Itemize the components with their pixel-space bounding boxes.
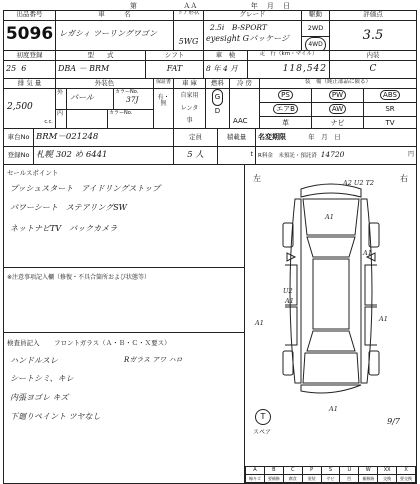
car-name-label: 車 名 — [56, 11, 173, 21]
capacity-value: 5 人 — [174, 147, 218, 165]
car-name-value: レガシィ ツーリングワゴン — [59, 29, 157, 38]
warranty-box — [154, 89, 174, 129]
score-box — [330, 11, 416, 51]
warranty-value: 有・無 — [157, 94, 170, 107]
door-value: 5WG — [178, 37, 199, 46]
equip-label-6: 革 — [282, 119, 289, 127]
tire-mark: T — [260, 412, 266, 421]
equip-box — [260, 89, 416, 129]
door-box — [174, 11, 204, 51]
row-main — [3, 10, 417, 51]
warranty-label: 保証書 — [154, 79, 174, 89]
load-label: 積載量 — [218, 129, 256, 147]
mark-rear: A1 — [329, 405, 338, 413]
equip-8 — [364, 117, 416, 129]
mark-front: A2 U2 T2 — [343, 179, 375, 187]
equip-5 — [364, 103, 416, 117]
int-label: 内 — [56, 110, 67, 129]
mark-hood: A1 — [325, 213, 334, 221]
notes-column — [4, 165, 245, 483]
legend-code-3: P — [303, 467, 322, 475]
glass-label: フロントガラス（Ａ・Ｂ・Ｃ・Ｘ要ス） — [54, 339, 171, 347]
row-reg-values — [3, 61, 417, 79]
plate-value: 札幌 302 め 6441 — [34, 147, 174, 165]
right-side — [361, 199, 372, 383]
ext-label: 外 — [56, 89, 67, 109]
grade-line1: 2.5i B-SPORT — [210, 23, 267, 32]
equip-7 — [312, 117, 364, 129]
mark-fender-r: A1 — [363, 249, 372, 257]
legend-desc-0: 線キズ — [246, 475, 265, 483]
drive-4wd-circled: 4WD — [305, 37, 325, 51]
notes-area — [4, 268, 244, 333]
legend-code-0: A — [246, 467, 265, 475]
model-label: 型 式 — [56, 51, 146, 61]
equip-6 — [260, 117, 312, 129]
spare-label: スペア — [253, 429, 272, 436]
equip-label-7: ナビ — [330, 119, 345, 127]
legend-code-4: S — [322, 467, 341, 475]
equip-label-0: PS — [278, 90, 293, 100]
roof — [313, 259, 349, 329]
displacement-label: 排 気 量 — [4, 79, 56, 89]
tire-circle — [255, 409, 271, 425]
first-reg-label: 初度登録 — [4, 51, 56, 61]
row-reg-labels — [3, 51, 417, 61]
sales-point-2: パワーシート ステアリングSW — [10, 203, 127, 212]
interior-label: 内装 — [330, 51, 416, 61]
equip-label-5: SR — [385, 105, 395, 113]
equip-label-8: TV — [385, 119, 395, 127]
mileage-value: 118,542 — [248, 61, 330, 79]
lot-number: 5096 — [5, 24, 54, 44]
row-spec-labels — [3, 79, 417, 89]
load-value: t — [218, 147, 256, 165]
grade-line2: eyesight Gパッケージ — [206, 33, 289, 43]
auction-sheet — [3, 2, 417, 481]
legend-grid — [245, 466, 416, 483]
legend-code-8: X — [397, 467, 416, 475]
diagram-right: 右 — [400, 174, 408, 183]
drive-2wd: 2WD — [302, 21, 329, 37]
equip-3 — [260, 103, 312, 117]
rear-glass — [307, 331, 355, 351]
legend-desc-1: 要補修 — [265, 475, 284, 483]
reg-month: 6 — [21, 64, 27, 73]
legend-desc-4: サビ — [322, 475, 341, 483]
chassis-label: 車台No — [4, 129, 34, 147]
mileage-label: 走 行（km・マイル） — [248, 51, 330, 61]
inspector-label: 検査員記入 — [7, 339, 40, 347]
displacement-value: 2,500 — [7, 102, 33, 112]
row-chassis — [3, 129, 417, 147]
shift-value: FAT — [146, 61, 204, 79]
legend-code-1: B — [265, 467, 284, 475]
mark-far-left: A1 — [255, 319, 264, 327]
sales-points-label: セールスポイント — [7, 169, 59, 177]
legend-desc-8: 要交換 — [397, 475, 416, 483]
diagram-left: 左 — [253, 174, 261, 183]
lot-box — [4, 11, 56, 51]
inspector-item-1: ハンドルスレ — [10, 356, 58, 365]
mark-left-a1: A1 — [285, 297, 294, 305]
ac-value: AAC — [233, 117, 248, 125]
drive-label: 駆動 — [302, 11, 329, 21]
equip-2 — [364, 89, 416, 103]
row-plate — [3, 147, 417, 165]
inspector-right-note: Rガラス アワ ハロ — [124, 356, 183, 364]
displacement-box — [4, 89, 56, 129]
legend-desc-2: 腐食 — [284, 475, 303, 483]
equip-4 — [312, 103, 364, 117]
door-label: ドア形状 — [174, 11, 203, 21]
capacity-label: 定員 — [174, 129, 218, 147]
garage-box — [174, 89, 206, 129]
fuel-diesel: D — [214, 107, 221, 115]
sales-point-3: ネットナビTV バックカメラ — [10, 224, 118, 233]
fuel-label: 燃料 — [206, 79, 230, 89]
recycle-amount: 14720 — [320, 150, 345, 159]
cc-unit: c.c. — [44, 119, 53, 125]
notes-label: ※注意事項記入欄（修復・不具合箇所および状態等） — [7, 274, 151, 281]
legend-code-2: C — [284, 467, 303, 475]
garage-label: 車 庫 — [174, 79, 206, 89]
inspector-item-4: 下廻りペイント ツヤなし — [10, 412, 101, 421]
inspect-label: 車 検 — [204, 51, 248, 61]
legend-desc-3: 塗装 — [303, 475, 322, 483]
colorno-value: 37J — [126, 95, 139, 104]
colorno2-label: カラーNo. — [109, 110, 133, 116]
color-box — [56, 89, 154, 129]
tax-label-box — [256, 129, 416, 147]
wheel-rl — [283, 351, 293, 375]
windshield — [307, 237, 355, 257]
mark-right-a1: A1 — [379, 315, 388, 323]
use-business: 事 — [186, 117, 193, 124]
row-spec-values — [3, 89, 417, 129]
equip-1 — [312, 89, 364, 103]
ac-box — [230, 89, 260, 129]
inspector-area — [4, 333, 244, 483]
sales-points — [4, 165, 244, 268]
rear-bumper — [301, 385, 361, 393]
recycle-yen: 円 — [407, 151, 414, 158]
score-label: 評価点 — [330, 11, 416, 21]
legend-desc-7: 交換 — [378, 475, 397, 483]
tax-ymd: 年 月 日 — [308, 133, 341, 141]
interior-value: C — [330, 61, 416, 79]
inspect-value: 8 年 4 月 — [204, 61, 248, 79]
legend-code-7: XX — [378, 467, 397, 475]
first-reg-value — [4, 61, 56, 79]
colorno-label: カラーNo. — [115, 89, 139, 95]
tax-label: 名変期限 — [258, 133, 286, 141]
equip-label-2: ABS — [380, 90, 400, 100]
legend-code-5: U — [340, 467, 359, 475]
use-rental: レンタ — [180, 105, 199, 112]
diagram-column — [245, 165, 416, 483]
ac-label: 冷 房 — [230, 79, 260, 89]
inspector-item-3: 内張ヨゴレ キズ — [10, 393, 69, 402]
fuel-gas-circled: G — [212, 89, 223, 106]
legend-desc-6: 補修跡 — [359, 475, 378, 483]
car-name-box — [56, 11, 174, 51]
drive-4wd — [302, 37, 329, 51]
wheel-rr — [369, 351, 379, 375]
legend-desc-5: 凹 — [340, 475, 359, 483]
legend-code-6: W — [359, 467, 378, 475]
equip-0 — [260, 89, 312, 103]
sales-point-1: プッシュスタート アイドリングストップ — [10, 184, 161, 193]
tailgate — [303, 353, 359, 383]
recycle-text: R料金 未預託・預託済 — [258, 153, 317, 159]
reg-era: 25 — [6, 64, 17, 73]
equip-label-1: PW — [329, 90, 346, 100]
model-value: DBA － BRM — [56, 61, 146, 79]
fuel-box — [206, 89, 230, 129]
sheet-header: 第 ＡＡ 年 月 日 — [129, 2, 291, 10]
equip-label-3: エアB — [273, 104, 298, 114]
equip-label: 装 備（純正部品に限る） — [260, 79, 416, 89]
plate-label: 登録No — [4, 147, 34, 165]
car-diagram — [245, 175, 417, 425]
shift-label: シフト — [146, 51, 204, 61]
chassis-value: BRM－021248 — [34, 129, 174, 147]
color-label: 外装色 — [56, 79, 154, 89]
recycle-box — [256, 147, 416, 165]
mark-left-u2: U2 — [283, 287, 293, 295]
score-value: 3.5 — [362, 28, 384, 43]
inspector-item-2: シートシミ、キレ — [10, 374, 74, 383]
grade-label: グレード — [204, 11, 301, 21]
right-front-door — [365, 265, 377, 305]
color-value: パール — [67, 89, 114, 109]
use-private: 自家用 — [180, 92, 199, 99]
lower-section — [3, 165, 417, 484]
diagram-date: 9/7 — [387, 417, 400, 426]
lot-label: 出品番号 — [4, 11, 55, 21]
drive-box — [302, 11, 330, 51]
grade-box — [204, 11, 302, 51]
equip-label-4: AW — [329, 104, 346, 114]
